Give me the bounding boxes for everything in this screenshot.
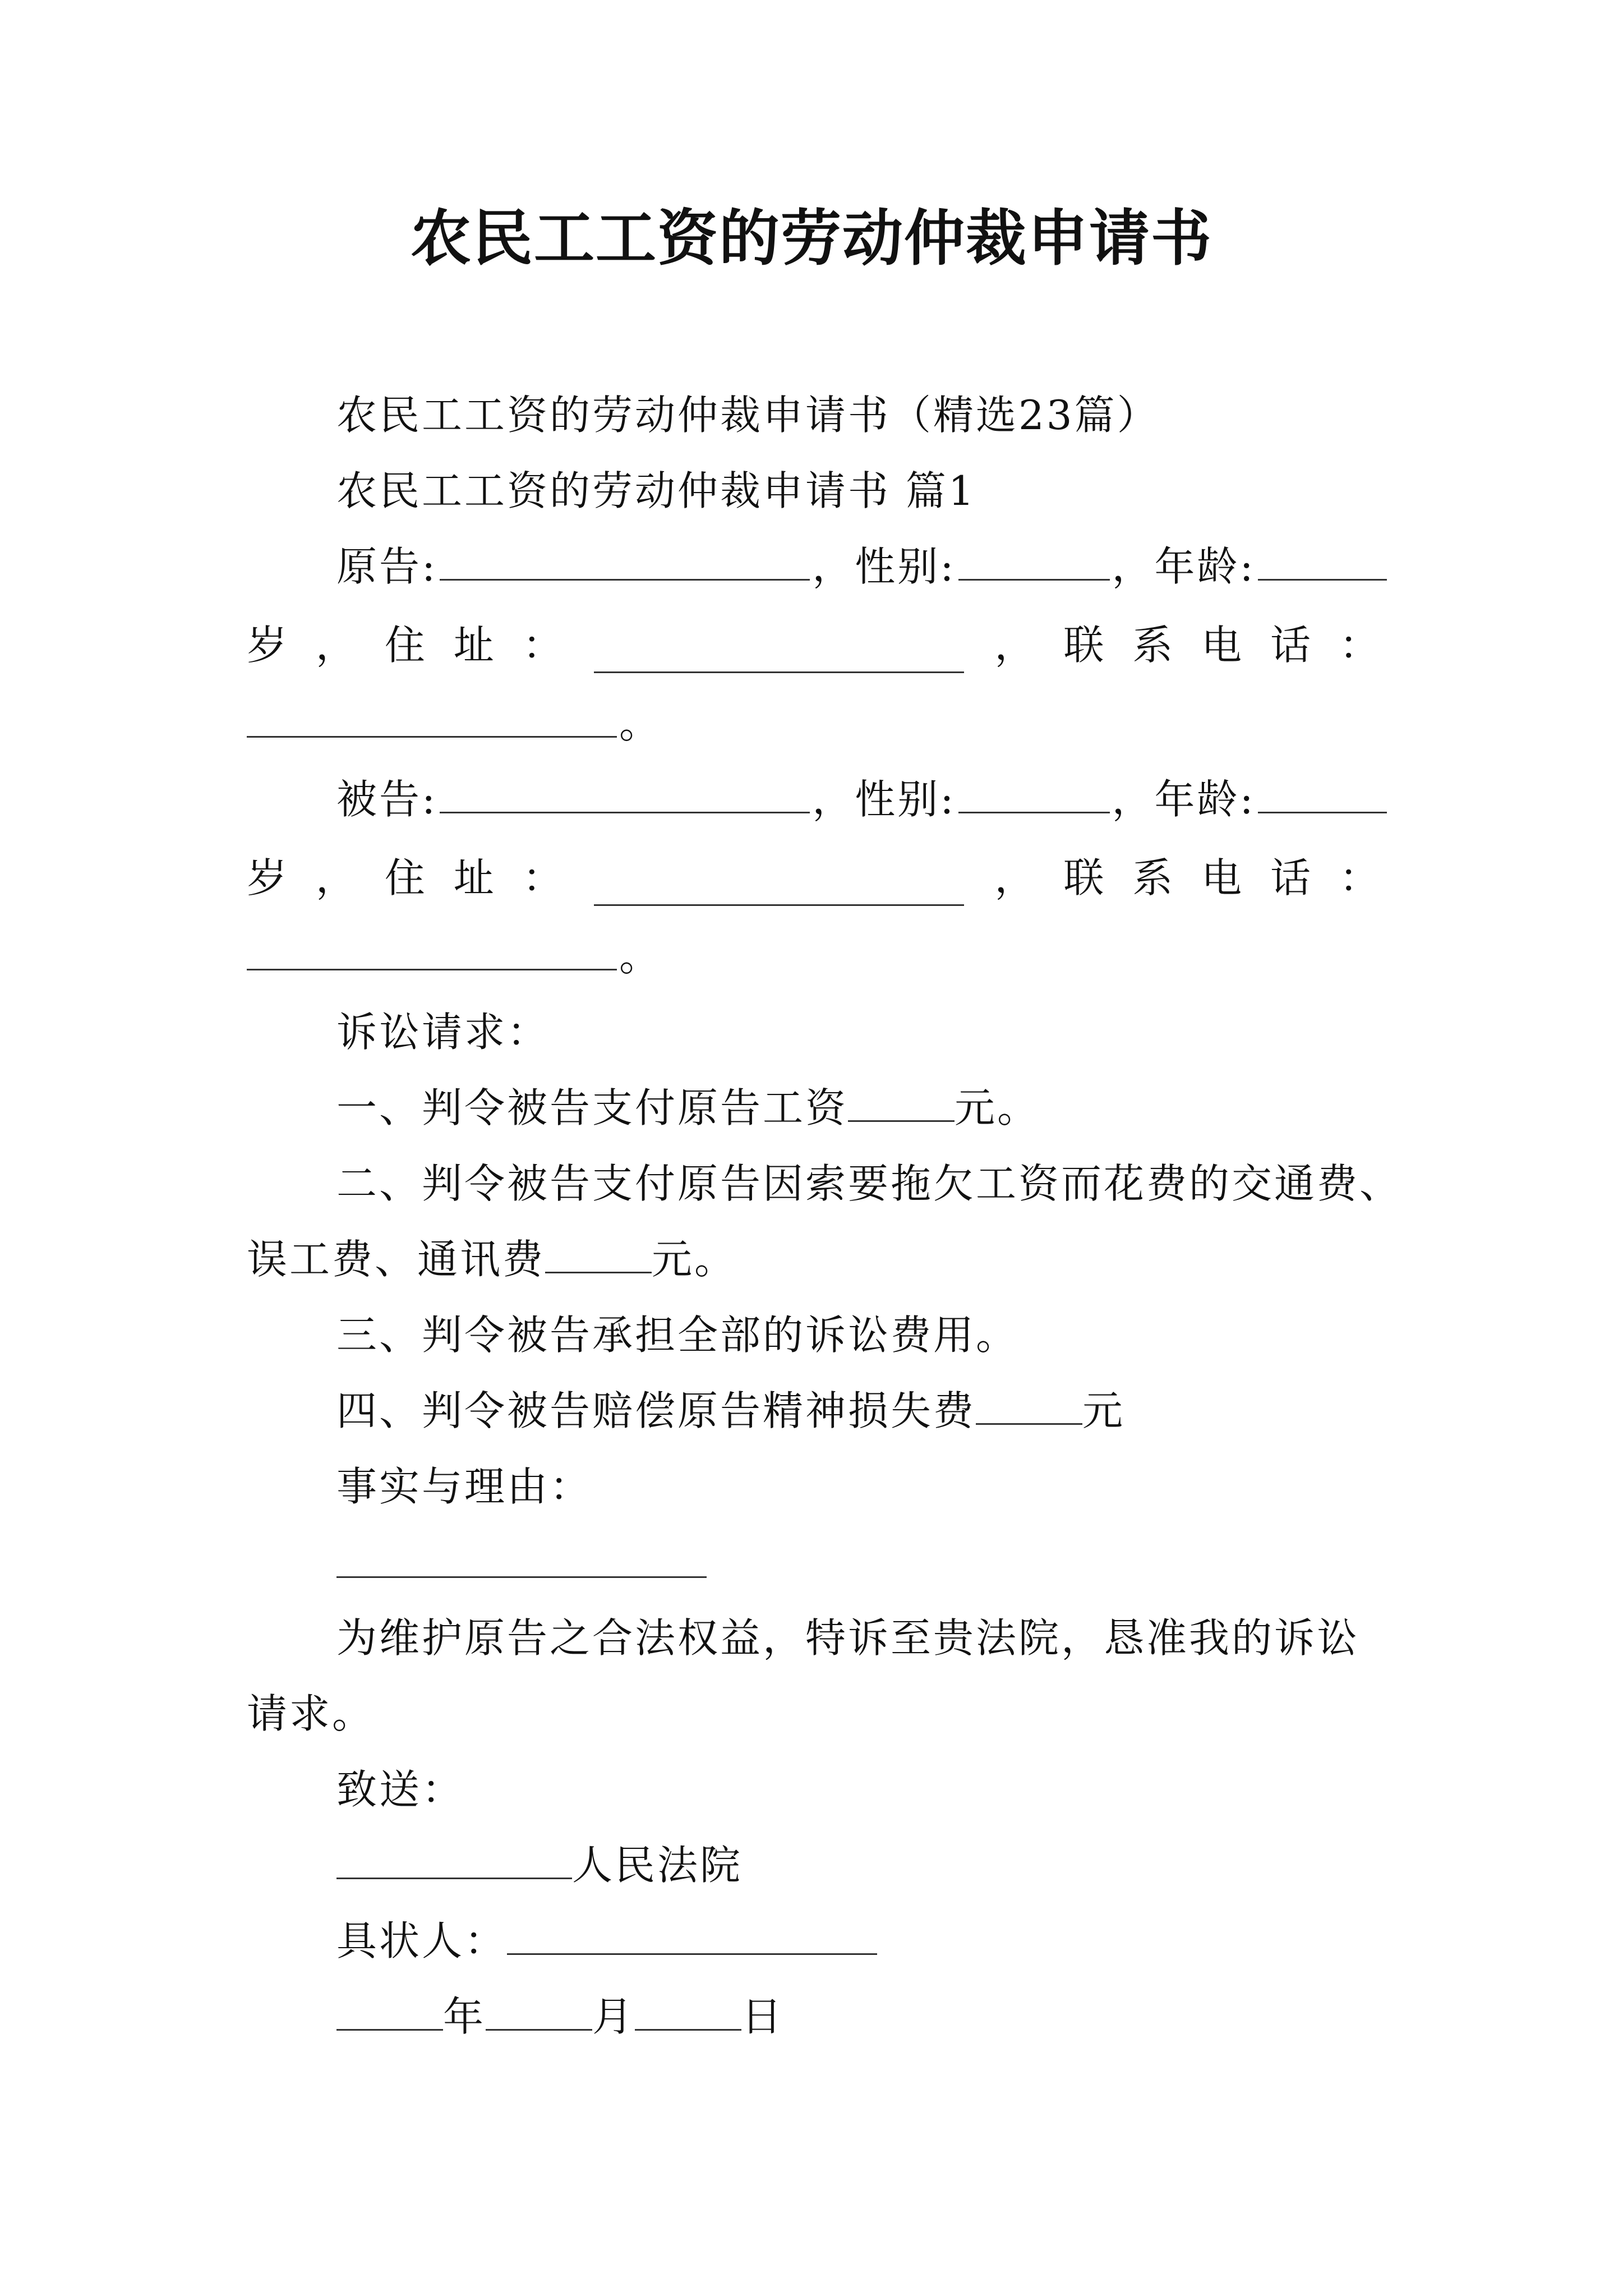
claim-4-suffix: 元 (1082, 1387, 1126, 1434)
defendant-char: 岁 (247, 854, 288, 901)
plaintiff-char: ： (522, 622, 563, 669)
defendant-gender-label: ，性别: (812, 776, 956, 823)
plaintiff-line-2 (247, 617, 1380, 673)
court-suffix: 人民法院 (572, 1842, 743, 1889)
plaintiff-phone-blank (247, 697, 617, 738)
plaintiff-char: 联 (1063, 622, 1104, 669)
year-blank (336, 1990, 443, 2031)
plaintiff-line-3 (247, 696, 662, 752)
defendant-char: 址 (453, 854, 494, 901)
to-label: 致送： (336, 1766, 465, 1813)
month-blank (486, 1990, 592, 2031)
plaintiff-gender-label: ，性别: (812, 543, 956, 590)
court-name-blank (336, 1838, 572, 1879)
plaintiff-char: 话 (1270, 622, 1311, 669)
defendant-address-blank (594, 865, 964, 906)
subtitle: 农民工工资的劳动仲裁申请书（精选23篇） (336, 392, 1160, 439)
defendant-age-label: ，年龄: (1112, 776, 1256, 823)
defendant-line-3 (247, 928, 662, 984)
day-label: 日 (741, 1993, 785, 2040)
plaintiff-name-blank (440, 540, 810, 581)
claim-2-amount-blank (545, 1232, 652, 1273)
defendant-char: ： (522, 854, 563, 901)
claim-1-text: 一、判令被告支付原告工资 (336, 1084, 849, 1131)
plaintiff-label: 原告: (336, 543, 438, 590)
defendant-name-blank (440, 772, 810, 813)
defendant-char: 住 (384, 854, 425, 901)
defendant-char: 话 (1270, 854, 1311, 901)
signer-line (336, 1913, 879, 1969)
plaintiff-gender-blank (958, 540, 1110, 581)
defendant-line-2 (247, 850, 1380, 906)
defendant-end: 。 (619, 933, 662, 980)
month-label: 月 (592, 1993, 635, 2040)
closing-line-2: 请求。 (247, 1690, 375, 1737)
date-line (336, 1989, 784, 2045)
plaintiff-char: ， (994, 622, 1035, 669)
claim-1 (336, 1080, 1040, 1136)
plaintiff-age-label: ，年龄: (1112, 543, 1256, 590)
claim-2-line-1: 二、判令被告支付原告因索要拖欠工资而花费的交通费、 (336, 1160, 1403, 1207)
plaintiff-char: ， (315, 622, 356, 669)
document-title: 农民工工资的劳动仲裁申请书 (410, 203, 1212, 274)
claim-4-text: 四、判令被告赔偿原告精神损失费 (336, 1387, 976, 1434)
plaintiff-char: 电 (1201, 622, 1242, 669)
section-heading: 农民工工资的劳动仲裁申请书 篇1 (336, 467, 976, 514)
closing-line-1: 为维护原告之合法权益，特诉至贵法院，恳准我的诉讼 (336, 1614, 1360, 1662)
defendant-char: 电 (1201, 854, 1242, 901)
claim-2-text: 误工费、通讯费 (247, 1236, 546, 1283)
plaintiff-end: 。 (619, 700, 662, 747)
claim-2-suffix: 元。 (652, 1236, 737, 1283)
claim-3: 三、判令被告承担全部的诉讼费用。 (336, 1312, 1019, 1359)
defendant-label: 被告: (336, 776, 438, 823)
plaintiff-age-blank (1258, 540, 1387, 581)
defendant-phone-blank (247, 930, 617, 970)
defendant-char: 联 (1063, 854, 1104, 901)
plaintiff-char: 系 (1132, 622, 1173, 669)
signer-blank (507, 1914, 877, 1955)
signer-label: 具状人： (336, 1917, 508, 1964)
defendant-gender-blank (958, 772, 1110, 813)
plaintiff-address-blank (594, 632, 964, 673)
claim-4 (336, 1383, 1125, 1439)
plaintiff-line-1 (336, 539, 1389, 595)
claims-heading: 诉讼请求： (336, 1009, 550, 1056)
defendant-char: ： (1339, 854, 1380, 901)
defendant-line-1 (336, 771, 1389, 827)
plaintiff-char: 住 (384, 622, 425, 669)
court-line (336, 1837, 743, 1893)
defendant-char: 系 (1132, 854, 1173, 901)
year-label: 年 (443, 1993, 486, 2040)
facts-heading: 事实与理由： (336, 1463, 593, 1510)
defendant-char: ， (994, 854, 1035, 901)
claim-1-amount-blank (848, 1081, 955, 1122)
claim-4-amount-blank (976, 1384, 1082, 1425)
plaintiff-char: 址 (453, 622, 494, 669)
plaintiff-char: 岁 (247, 622, 288, 669)
facts-blank-line (336, 1576, 707, 1578)
claim-1-suffix: 元。 (955, 1084, 1040, 1131)
defendant-char: ， (315, 854, 356, 901)
claim-2-line-2 (247, 1231, 737, 1287)
plaintiff-char: ： (1339, 622, 1380, 669)
defendant-age-blank (1258, 772, 1387, 813)
day-blank (635, 1990, 741, 2031)
